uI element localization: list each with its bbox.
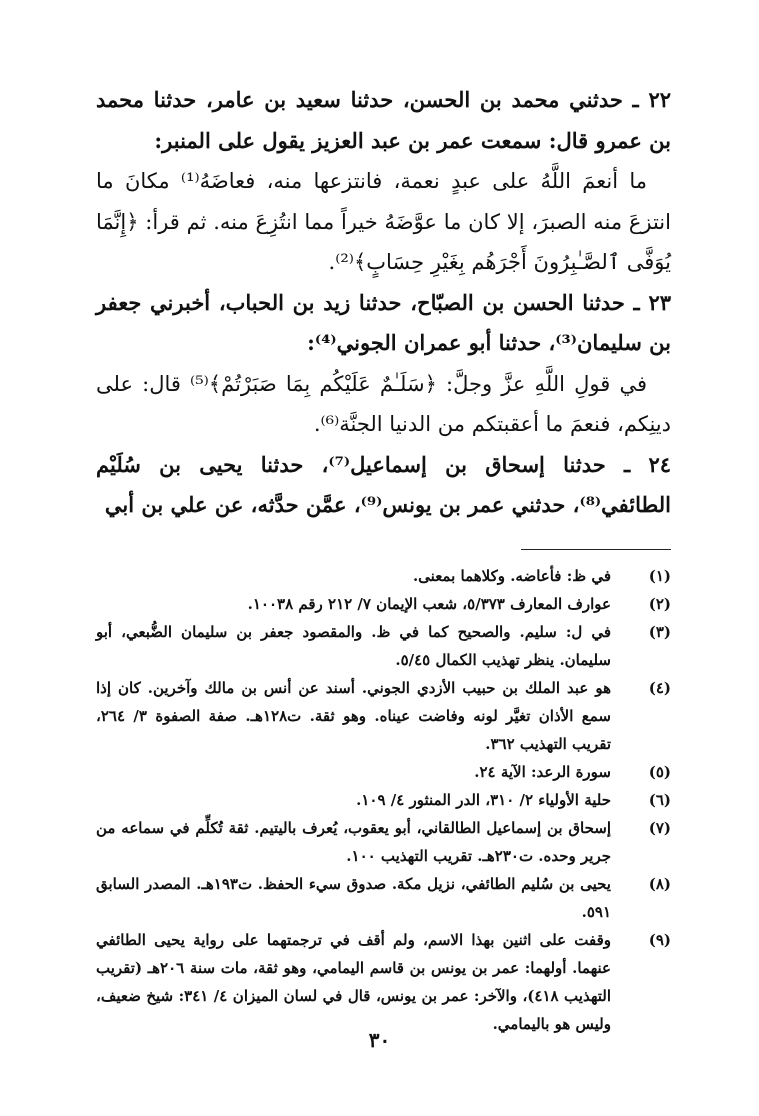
footnote-text: في ظ: فأعاضه. وكلاهما بمعنى.: [412, 566, 611, 585]
footnote-text: عوارف المعارف ٥/٣٧٣، شعب الإيمان ٧/ ٢١٢ رقم ١٠٠٣٨.: [247, 594, 611, 613]
footnote: [96, 618, 671, 674]
page-number: ٣٠: [368, 1028, 391, 1052]
footnote-number: (٥): [648, 762, 671, 781]
footnote: [96, 926, 671, 1038]
hadith-text: ـ حدثنا الحسن بن الصبّاح، حدثنا زيد بن الحباب، أخبرني جعفر بن سليمان⁽³⁾، حدثنا أبو عمران الجوني⁽⁴⁾:: [96, 289, 671, 355]
hadith-22-body: [96, 161, 671, 283]
footnote-number: (٤): [648, 678, 671, 697]
footnotes: [96, 562, 671, 1038]
footnote-number: (١): [648, 566, 671, 585]
footnote-number: (٩): [648, 930, 671, 949]
hadith-number: ٢٤: [648, 451, 672, 477]
footnote-text: إسحاق بن إسماعيل الطالقاني، أبو يعقوب، يُعرف باليتيم. ثقة تُكلِّم في سماعه من جرير وحده. ت٢٣٠هـ. تقريب التهذيب ١٠٠.: [96, 818, 611, 865]
hadith-24-chain: [96, 445, 671, 526]
footnote-separator: [521, 549, 671, 550]
footnote-number: (٧): [648, 818, 671, 837]
hadith-text: ـ حدثنا إسحاق بن إسماعيل⁽⁷⁾، حدثنا يحيى بن سُلَيْم الطائفي⁽⁸⁾، حدثني عمر بن يونس⁽⁹⁾، عمَّن حدَّثه، عن علي بن أبي: [96, 451, 671, 517]
footnote: [96, 786, 671, 814]
footnote-number: (٣): [648, 622, 671, 641]
footnote-number: (٦): [648, 790, 671, 809]
footnote-text: يحيى بن سُليم الطائفي، نزيل مكة. صدوق سيء الحفظ. ت١٩٣هـ. المصدر السابق ٥٩١.: [96, 874, 611, 921]
hadith-23-body: [96, 364, 671, 445]
hadith-22-chain: [96, 80, 671, 161]
book-page: [96, 80, 671, 1038]
hadith-number: ٢٣: [648, 289, 671, 315]
footnote-text: في ل: سليم. والصحيح كما في ظ. والمقصود جعفر بن سليمان الضُّبعي، أبو سليمان. ينظر تهذيب الكمال ٥/٤٥.: [96, 622, 611, 669]
hadith-23-chain: [96, 283, 671, 364]
footnote-number: (٢): [648, 594, 671, 613]
hadith-text: في قولِ اللَّهِ عزَّ وجلَّ: ﴿سَلَـٰمٌ عَلَيْكُم بِمَا صَبَرْتُمْ﴾⁽⁵⁾ قال: على دينِكم، فنعمَ ما أعقبتكم من الدنيا الجنَّة⁽⁶⁾.: [96, 371, 671, 436]
footnote: [96, 870, 671, 926]
footnote-text: حلية الأولياء ٢/ ٣١٠، الدر المنثور ٤/ ١٠٩.: [356, 790, 611, 809]
footnote-text: وقفت على اثنين بهذا الاسم، ولم أقف في ترجمتهما على رواية يحيى الطائفي عنهما. أولهما: عمر بن يونس بن قاسم اليمامي، وهو ثقة، مات سنة ٢٠٦هـ (تقريب التهذيب ٤١٨)، والآخر: عمر بن يونس، قال في لسان الميزان ٤/ ٣٤١: شيخ ضعيف، وليس هو باليمامي.: [96, 930, 611, 1033]
hadith-text: ـ حدثني محمد بن الحسن، حدثنا سعيد بن عامر، حدثنا محمد بن عمرو قال: سمعت عمر بن عبد العزيز يقول على المنبر:: [96, 87, 671, 153]
footnote-text: سورة الرعد: الآية ٢٤.: [474, 762, 611, 781]
footnote: [96, 674, 671, 758]
footnote-text: هو عبد الملك بن حبيب الأزدي الجوني. أسند عن أنس بن مالك وآخرين. كان إذا سمع الأذان تغيَّر لونه وفاضت عيناه. وهو ثقة. ت١٢٨هـ. صفة الصفوة ٣/ ٢٦٤، تقريب التهذيب ٣٦٢.: [96, 678, 611, 753]
hadith-text: ما أنعمَ اللَّهُ على عبدٍ نعمة، فانتزعها منه، فعاضَهُ⁽¹⁾ مكانَ ما انتزعَ منه الصبرَ، إلا كان ما عوَّضَهُ خيراً مما انتُزِعَ منه. ثم قرأ: ﴿إِنَّمَا يُوَفَّى ٱلصَّـٰبِرُونَ أَجْرَهُم بِغَيْرِ حِسَابٍ﴾⁽²⁾.: [96, 169, 671, 274]
main-text: [96, 80, 671, 526]
footnote: [96, 814, 671, 870]
hadith-number: ٢٢: [648, 87, 671, 112]
footnote-number: (٨): [648, 874, 671, 893]
footnote: [96, 758, 671, 786]
footnote: [96, 562, 671, 590]
footnote: [96, 590, 671, 618]
